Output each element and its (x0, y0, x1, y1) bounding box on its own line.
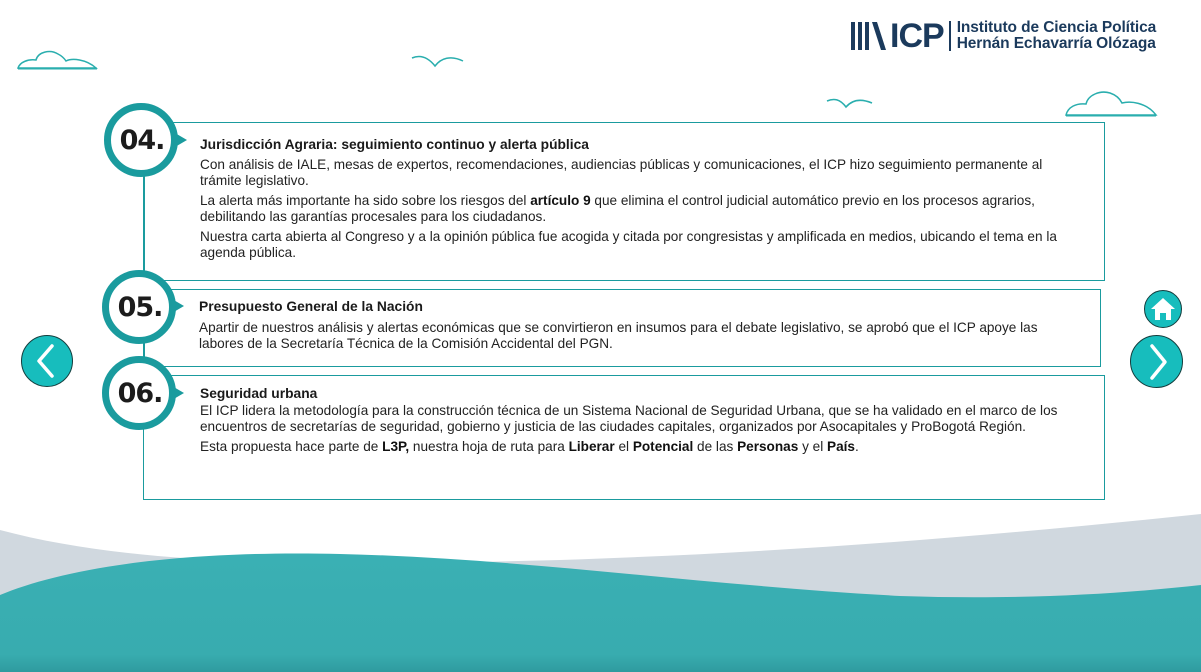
next-button[interactable] (1130, 335, 1183, 388)
item-paragraph (200, 157, 1080, 189)
logo-bars-icon (851, 22, 869, 50)
body-text: que elimina el control judicial automático previo en los procesos agrarios, debilitando las garantías procesales para los ciudadanos. (200, 193, 1035, 224)
previous-button[interactable] (21, 335, 73, 387)
item-number-badge (104, 103, 178, 177)
item-title: Seguridad urbana (200, 386, 318, 401)
body-text: Nuestra carta abierta al Congreso y a la opinión pública fue acogida y citada por congresistas y amplificada en medios, ubicando el tema en la agenda pública. (200, 229, 1057, 260)
body-text: . (854, 439, 859, 454)
body-text: nuestra hoja de ruta para (409, 439, 569, 454)
item-number: 05. (117, 291, 163, 323)
body-text: Con análisis de IALE, mesas de expertos, recomendaciones, audiencias públicas y comunicaciones, el ICP hizo seguimiento permanente al trámite legislativo. (200, 157, 1043, 188)
emphasis-text: Personas (737, 439, 799, 454)
logo-acronym: ICP (890, 17, 944, 55)
item-number: 04. (119, 124, 165, 156)
item-paragraph (200, 193, 1080, 225)
item-paragraph (200, 229, 1080, 261)
body-text: y el (798, 439, 828, 454)
item-content (199, 299, 1079, 356)
institution-name-line2: Hernán Echavarría Olózaga (956, 35, 1156, 52)
item-paragraph (199, 320, 1079, 352)
item-content (200, 137, 1080, 265)
institution-name-line1: Instituto de Ciencia Política (956, 19, 1157, 36)
body-text: de las (693, 439, 738, 454)
emphasis-text: artículo 9 (530, 193, 591, 208)
timeline-connector (143, 172, 145, 280)
emphasis-text: Potencial (632, 439, 694, 454)
item-paragraph (200, 403, 1080, 435)
item-number: 06. (117, 377, 163, 409)
emphasis-text: País (827, 439, 855, 454)
item-number-badge (102, 270, 176, 344)
logo-mark (851, 17, 944, 55)
logo-slash-icon (872, 22, 886, 50)
logo-divider (949, 21, 951, 51)
chevron-left-icon (32, 343, 62, 379)
item-title: Presupuesto General de la Nación (199, 299, 423, 314)
chevron-right-icon (1142, 343, 1172, 381)
home-button[interactable] (1144, 290, 1182, 328)
body-text: La alerta más importante ha sido sobre los riesgos del (200, 193, 531, 208)
emphasis-text: Liberar (568, 439, 615, 454)
item-number-badge (102, 356, 176, 430)
body-text: Apartir de nuestros análisis y alertas económicas que se convirtieron en insumos para el debate legislativo, se aprobó que el ICP apoye las labores de la Secretaría Técnica de la Comisión Accidental del PGN. (199, 320, 1038, 351)
item-title: Jurisdicción Agraria: seguimiento continuo y alerta pública (200, 137, 589, 152)
home-icon (1150, 297, 1176, 321)
bird-icon (826, 96, 874, 110)
item-paragraph (200, 439, 1080, 455)
body-text: El ICP lidera la metodología para la construcción técnica de un Sistema Nacional de Seguridad Urbana, que se ha validado en el marco de los encuentros de secretarías de seguridad, gobierno y justicia de las ciudades capitales, organizados por Asocapitales y ProBogotá Región. (200, 403, 1058, 434)
emphasis-text: L3P, (382, 439, 410, 454)
cloud-icon (1064, 89, 1158, 117)
body-text: el (614, 439, 633, 454)
body-text: Esta propuesta hace parte de (200, 439, 383, 454)
item-content (200, 386, 1080, 459)
cloud-icon (16, 48, 100, 70)
background-waves (0, 490, 1201, 672)
logo-institution-name (957, 20, 1157, 52)
bird-icon (411, 54, 465, 70)
icp-logo (851, 18, 1156, 54)
